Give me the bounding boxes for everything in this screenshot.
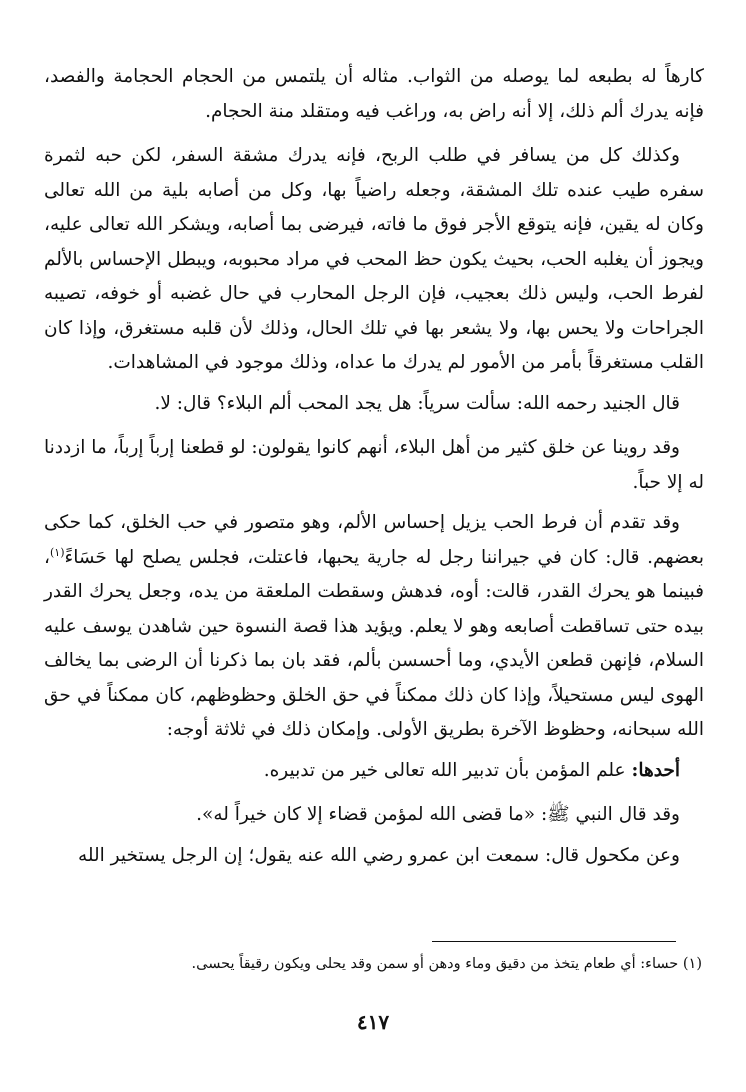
page-number: ٤١٧: [356, 1010, 390, 1034]
paragraph-5-part-2: ، فبينما هو يحرك القدر، قالت: أوه، فدهش وسقطت الملعقة من يده، وجعل يحرك القدر بيده حتى تساقطت أصابعه وهو لا يعلم. ويؤيد هذا قصة النسوة حين شاهدن يوسف عليه السلام، فإنهن قطعن الأيدي، وما أحسسن بألم، فقد بان بما ذكرنا أن الرضى بما يخالف الهوى ليس مستحيلاً، وإذا كان ذلك ممكناً في حق الخلق وحظوظهم، كان ممكناً في حق الله سبحانه، وحظوظ الآخرة بطريق الأولى. وإمكان ذلك في ثلاثة أوجه:: [44, 546, 704, 740]
paragraph-6: [44, 754, 704, 789]
paragraph-1: كارهاً له بطبعه لما يوصله من الثواب. مثاله أن يلتمس من الحجام الحجامة والفصد، فإنه يدرك ألم ذلك، إلا أنه راض به، وراغب فيه ومتقلد منة الحجام.: [44, 66, 704, 122]
first-aspect-text: علم المؤمن بأن تدبير الله تعالى خير من تدبيره.: [263, 759, 632, 781]
paragraph-5-part-1: وقد تقدم أن فرط الحب يزيل إحساس الألم، وهو متصور في حب الخلق، كما حكى بعضهم. قال: كان في جيراننا رجل له جارية يحبها، فاعتلت، فجلس يصلح لها حَسَاءً: [44, 512, 704, 568]
paragraph-5: [44, 506, 704, 748]
paragraph-7: وقد قال النبي ﷺ: «ما قضى الله لمؤمن قضاء إلا كان خيراً له».: [196, 804, 680, 825]
paragraph-3: قال الجنيد رحمه الله: سألت سرياً: هل يجد المحب ألم البلاء؟ قال: لا.: [154, 392, 680, 414]
paragraph-2: وكذلك كل من يسافر في طلب الربح، فإنه يدرك مشقة السفر، لكن حبه لثمرة سفره طيب عنده تلك المشقة، وجعله راضياً بها، وكل من أصابه بلية من الله تعالى وكان له يقين، فإنه يتوقع الأجر فوق ما فاته، فيرضى بما أصابه، ويشكر الله تعالى عليه، ويجوز أن يغلبه الحب، بحيث يكون حظ المحب في مراد محبوبه، ويبطل الإحساس بالألم لفرط الحب، وليس ذلك بعجيب، فإن الرجل المحارب في حال غضبه أو خوفه، تصيبه الجراحات ولا يحس بها، ولا يشعر بها في تلك الحال، وذلك لأن قلبه مستغرق، وإذا كان القلب مستغرقاً بأمر من الأمور لم يدرك ما عداه، وذلك موجود في المشاهدات.: [44, 145, 704, 373]
paragraph-4: وقد روينا عن خلق كثير من أهل البلاء، أنهم كانوا يقولون: لو قطعنا إرباً إرباً، ما ازددنا له إلا حباً.: [44, 437, 704, 493]
footnote-marker[interactable]: (١): [49, 545, 65, 559]
first-aspect-label: أحدها:: [631, 759, 680, 781]
footnote-separator: [432, 941, 676, 942]
body-text: [44, 0, 704, 873]
paragraph-8: وعن مكحول قال: سمعت ابن عمرو رضي الله عنه يقول؛ إن الرجل يستخير الله: [77, 844, 680, 866]
footnote: (١) حساء: أي طعام يتخذ من دقيق وماء ودهن أو سمن وقد يحلى ويكون رقيقاً يحسى.: [191, 956, 702, 972]
